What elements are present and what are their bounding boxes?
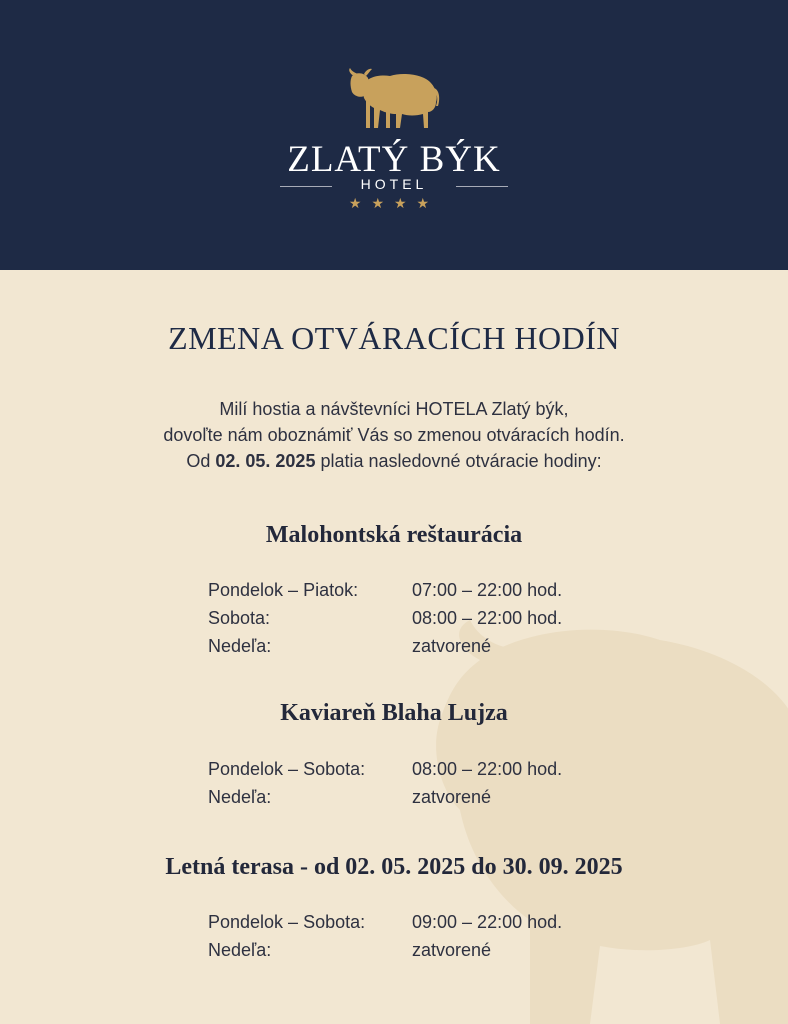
page-title: ZMENA OTVÁRACÍCH HODÍN <box>168 320 620 356</box>
hours-time: 09:00 – 22:00 hod. <box>412 912 563 932</box>
effective-date: 02. 05. 2025 <box>215 451 316 471</box>
hours-day: Pondelok – Piatok: <box>208 580 359 600</box>
divider-right <box>456 186 508 187</box>
intro-line-3-prefix: Od <box>186 451 216 471</box>
intro-text <box>0 396 788 474</box>
intro-line-3-suffix: platia nasledovné otváracie hodiny: <box>315 451 602 471</box>
hours-time: 07:00 – 22:00 hod. <box>412 580 563 600</box>
bull-logo-icon <box>344 66 442 132</box>
section-title-cafe: Kaviareň Blaha Lujza <box>280 700 508 726</box>
hours-day: Nedeľa: <box>208 787 272 807</box>
intro-line-3 <box>0 448 788 474</box>
hours-day: Pondelok – Sobota: <box>208 759 366 779</box>
intro-line-2: dovoľte nám oboznámiť Vás so zmenou otváracích hodín. <box>163 425 625 445</box>
header-banner <box>0 0 788 270</box>
hours-day: Nedeľa: <box>208 636 272 656</box>
section-title-restaurant: Malohontská reštaurácia <box>265 522 523 548</box>
star-rating-icon: ★★★★ <box>348 196 440 212</box>
hours-time: 08:00 – 22:00 hod. <box>412 608 563 628</box>
section-title-terrace: Letná terasa - od 02. 05. 2025 do 30. 09. 2025 <box>165 854 623 880</box>
intro-line-1: Milí hostia a návštevníci HOTELA Zlatý býk, <box>219 399 569 419</box>
hours-day: Sobota: <box>208 608 271 628</box>
hours-time: zatvorené <box>412 636 492 656</box>
hours-time: zatvorené <box>412 787 492 807</box>
hotel-subtitle-row <box>280 176 508 196</box>
hours-day: Pondelok – Sobota: <box>208 912 366 932</box>
hotel-subtitle: HOTEL <box>360 176 428 192</box>
hours-time: zatvorené <box>412 940 492 960</box>
hotel-name: ZLATÝ BÝK <box>287 139 501 180</box>
hours-time: 08:00 – 22:00 hod. <box>412 759 563 779</box>
hours-day: Nedeľa: <box>208 940 272 960</box>
